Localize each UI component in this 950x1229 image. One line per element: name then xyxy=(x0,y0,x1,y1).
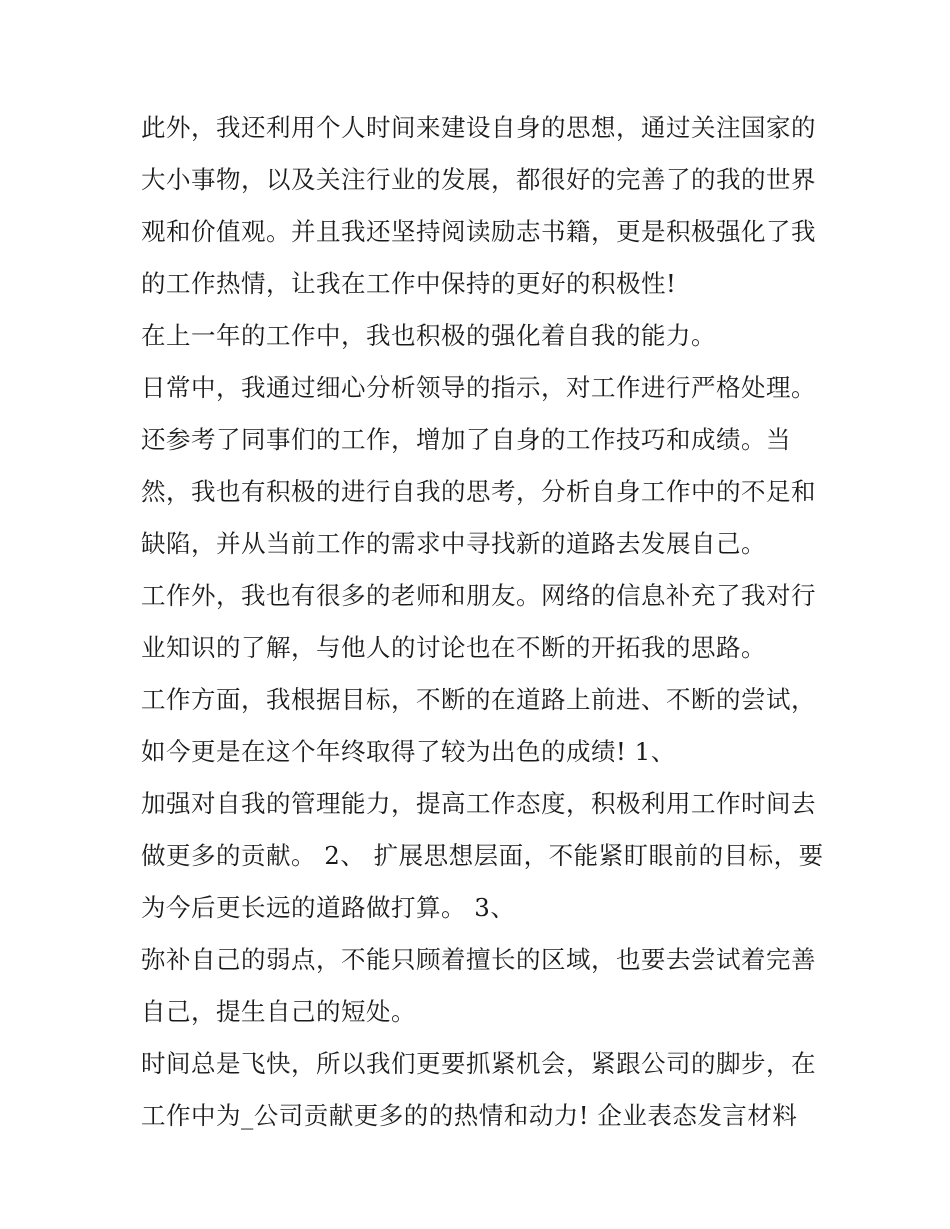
text-line: 工作方面，我根据目标，不断的在道路上前进、不断的尝试， xyxy=(141,685,816,714)
text-line: 做更多的贡献。 2、 扩展思想层面，不能紧盯眼前的目标，要 xyxy=(141,841,824,870)
text-line: 缺陷，并从当前工作的需求中寻找新的道路去发展自己。 xyxy=(141,529,766,558)
text-line: 在上一年的工作中，我也积极的强化着自我的能力。 xyxy=(141,321,716,350)
body-text xyxy=(141,102,824,1142)
text-line: 工作中为_公司贡献更多的的热情和动力! 企业表态发言材料 xyxy=(141,1101,798,1130)
text-line: 业知识的了解，与他人的讨论也在不断的开拓我的思路。 xyxy=(141,633,766,662)
text-line: 加强对自我的管理能力，提高工作态度，积极利用工作时间去 xyxy=(141,789,816,818)
text-line: 大小事物，以及关注行业的发展，都很好的完善了的我的世界 xyxy=(141,165,816,194)
text-line: 弥补自己的弱点，不能只顾着擅长的区域，也要去尝试着完善 xyxy=(141,945,816,974)
text-line: 此外，我还利用个人时间来建设自身的思想，通过关注国家的 xyxy=(141,113,816,142)
text-line: 如今更是在这个年终取得了较为出色的成绩! 1、 xyxy=(141,737,676,766)
text-line: 的工作热情，让我在工作中保持的更好的积极性! xyxy=(141,269,677,298)
text-line: 工作外，我也有很多的老师和朋友。网络的信息补充了我对行 xyxy=(141,581,816,610)
text-line: 观和价值观。并且我还坚持阅读励志书籍，更是积极强化了我 xyxy=(141,217,816,246)
text-line: 为今后更长远的道路做打算。 3、 xyxy=(141,893,516,922)
text-line: 时间总是飞快，所以我们更要抓紧机会，紧跟公司的脚步，在 xyxy=(141,1049,816,1078)
text-line: 然，我也有积极的进行自我的思考，分析自身工作中的不足和 xyxy=(141,477,816,506)
text-line: 日常中，我通过细心分析领导的指示，对工作进行严格处理。 xyxy=(141,373,816,402)
text-line: 还参考了同事们的工作，增加了自身的工作技巧和成绩。当 xyxy=(141,425,791,454)
text-line: 自己，提生自己的短处。 xyxy=(141,997,416,1026)
